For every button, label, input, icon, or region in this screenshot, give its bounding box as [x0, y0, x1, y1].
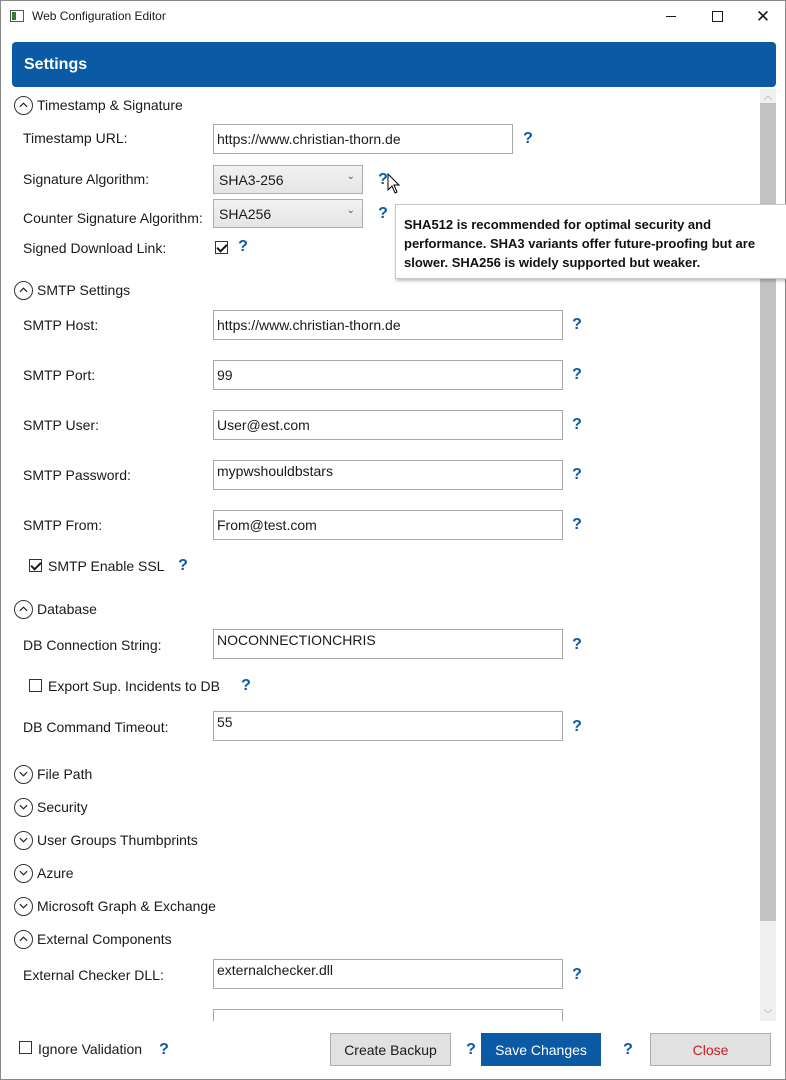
signed-download-label: Signed Download Link: [23, 240, 167, 256]
section-title: SMTP Settings [37, 282, 131, 298]
smtp-host-input[interactable]: https://www.christian-thorn.de [213, 310, 563, 340]
settings-header [12, 42, 776, 87]
smtp-user-input[interactable]: User@est.com [213, 410, 563, 440]
smtp-ssl-checkbox[interactable] [29, 559, 42, 572]
help-tooltip: SHA512 is recommended for optimal security and performance. SHA3 variants offer future-proofing but are slower. SHA256 is widely supported but weaker. [395, 204, 786, 279]
section-title: Timestamp & Signature [37, 97, 183, 113]
window-title: Web Configuration Editor [32, 9, 166, 23]
smtp-port-input[interactable]: 99 [213, 360, 563, 390]
dropdown-arrow-icon: ⌄ [346, 171, 355, 182]
db-connection-label: DB Connection String: [23, 637, 162, 653]
ignore-validation-checkbox[interactable] [19, 1041, 32, 1054]
section-header-security[interactable] [14, 797, 88, 817]
page-title: Settings [24, 56, 88, 73]
db-timeout-label: DB Command Timeout: [23, 719, 169, 735]
create-backup-button[interactable]: Create Backup [330, 1033, 451, 1066]
section-title: Database [37, 601, 97, 617]
chevron-up-icon[interactable] [14, 96, 33, 115]
timestamp-url-input[interactable]: https://www.christian-thorn.de [213, 124, 513, 154]
section-header-user-groups[interactable] [14, 830, 198, 850]
footer-bar [1, 1023, 785, 1079]
save-changes-button[interactable]: Save Changes [481, 1033, 601, 1066]
smtp-from-label: SMTP From: [23, 517, 103, 533]
app-icon [10, 10, 24, 22]
help-icon[interactable]: ? [572, 316, 582, 333]
help-icon[interactable]: ? [378, 205, 388, 222]
smtp-port-label: SMTP Port: [23, 367, 96, 383]
help-icon[interactable]: ? [159, 1041, 169, 1058]
chevron-down-icon[interactable] [14, 897, 33, 916]
section-title: Microsoft Graph & Exchange [37, 898, 216, 914]
signature-algorithm-select[interactable] [213, 165, 363, 194]
chevron-up-icon[interactable] [14, 600, 33, 619]
section-header-external[interactable] [14, 929, 172, 949]
chevron-up-icon[interactable] [14, 930, 33, 949]
help-icon[interactable]: ? [572, 516, 582, 533]
help-icon[interactable]: ? [238, 238, 248, 255]
close-icon: ✕ [755, 7, 771, 26]
chevron-down-icon[interactable] [14, 765, 33, 784]
chevron-up-icon[interactable] [14, 281, 33, 300]
counter-signature-select[interactable] [213, 199, 363, 228]
help-icon[interactable]: ? [572, 718, 582, 735]
external-checker-input[interactable]: externalchecker.dll [213, 959, 563, 989]
close-button[interactable]: Close [650, 1033, 771, 1066]
smtp-host-label: SMTP Host: [23, 317, 99, 333]
help-icon[interactable]: ? [572, 966, 582, 983]
close-window-button[interactable] [740, 1, 786, 32]
smtp-from-input[interactable]: From@test.com [213, 510, 563, 540]
section-header-file-path[interactable] [14, 764, 92, 784]
help-icon[interactable]: ? [623, 1041, 633, 1058]
timestamp-url-label: Timestamp URL: [23, 130, 128, 146]
section-title: External Components [37, 931, 172, 947]
db-timeout-input[interactable]: 55 [213, 711, 563, 741]
section-title: Azure [37, 865, 74, 881]
signature-algorithm-value: SHA3-256 [219, 172, 284, 188]
chevron-down-icon[interactable] [14, 798, 33, 817]
section-header-smtp[interactable] [14, 280, 130, 300]
chevron-down-icon[interactable] [14, 864, 33, 883]
db-connection-input[interactable]: NOCONNECTIONCHRIS [213, 629, 563, 659]
help-icon[interactable]: ? [178, 557, 188, 574]
mouse-cursor-icon [387, 173, 401, 195]
scroll-up-icon[interactable]: ︿ [763, 91, 773, 101]
help-icon[interactable]: ? [466, 1041, 476, 1058]
section-header-timestamp[interactable] [14, 95, 183, 115]
help-icon[interactable]: ? [378, 171, 388, 188]
smtp-ssl-label: SMTP Enable SSL [48, 558, 165, 574]
section-title: Security [37, 799, 88, 815]
title-bar[interactable] [1, 1, 785, 32]
signed-download-checkbox[interactable] [215, 241, 228, 254]
help-icon[interactable]: ? [572, 366, 582, 383]
maximize-button[interactable] [694, 1, 740, 32]
smtp-user-label: SMTP User: [23, 417, 99, 433]
scroll-down-icon[interactable]: ﹀ [763, 1009, 773, 1019]
export-incidents-label: Export Sup. Incidents to DB [48, 678, 220, 694]
chevron-down-icon[interactable] [14, 831, 33, 850]
ignore-validation-label: Ignore Validation [38, 1041, 143, 1057]
partial-input-field[interactable] [213, 1009, 563, 1021]
help-icon[interactable]: ? [572, 636, 582, 653]
counter-signature-value: SHA256 [219, 206, 272, 222]
minimize-button[interactable] [648, 1, 694, 32]
section-title: User Groups Thumbprints [37, 832, 198, 848]
section-header-graph[interactable] [14, 896, 216, 916]
help-icon[interactable]: ? [572, 416, 582, 433]
help-icon[interactable]: ? [241, 677, 251, 694]
counter-signature-label: Counter Signature Algorithm: [23, 210, 203, 226]
smtp-password-label: SMTP Password: [23, 467, 131, 483]
dropdown-arrow-icon: ⌄ [346, 205, 355, 216]
section-header-database[interactable] [14, 599, 97, 619]
help-icon[interactable]: ? [523, 130, 533, 147]
help-icon[interactable]: ? [572, 466, 582, 483]
section-title: File Path [37, 766, 93, 782]
external-checker-label: External Checker DLL: [23, 967, 164, 983]
signature-algorithm-label: Signature Algorithm: [23, 171, 150, 187]
export-incidents-checkbox[interactable] [29, 679, 42, 692]
smtp-password-input[interactable]: mypwshouldbstars [213, 460, 563, 490]
section-header-azure[interactable] [14, 863, 74, 883]
